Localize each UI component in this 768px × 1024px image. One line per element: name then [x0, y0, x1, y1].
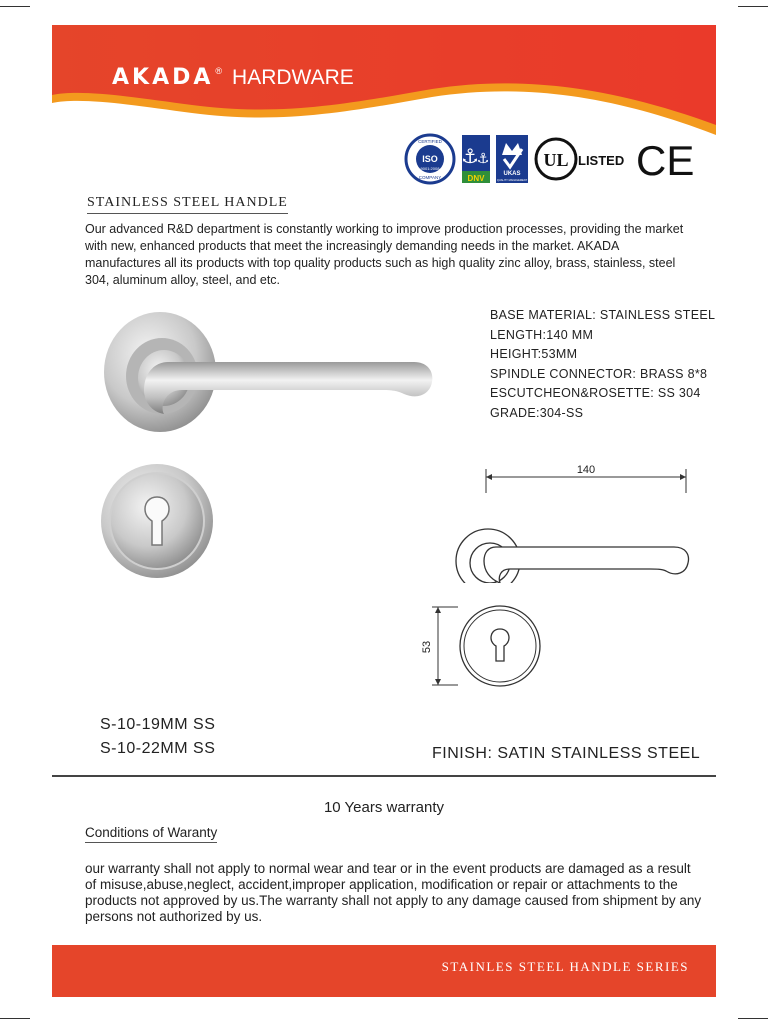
ukas-crown-icon: [496, 135, 528, 183]
conditions-title: Conditions of Waranty: [85, 825, 217, 843]
handle-drawing: [450, 463, 700, 583]
brand-logo: [112, 65, 354, 90]
model-list: [100, 713, 215, 761]
warranty-title: 10 Years warranty: [323, 799, 445, 816]
iso-seal-icon: [406, 135, 454, 183]
ce-label: CE: [636, 137, 694, 184]
ukas-sub: QUALITY MANAGEMENT: [496, 179, 528, 182]
spec-spindle: SPINDLE CONNECTOR: BRASS 8*8: [490, 366, 708, 381]
footer-label: STAINLES STEEL HANDLE SERIES: [441, 959, 689, 974]
ul-listed-icon: [536, 139, 624, 179]
iso-top-text: CERTIFIED: [418, 139, 442, 144]
crop-mark: [0, 6, 30, 7]
iso-mid-text: ISO: [422, 154, 438, 164]
svg-text:⚓: ⚓: [461, 144, 479, 168]
crop-mark: [0, 1018, 30, 1019]
brand-word: HARDWARE: [232, 66, 354, 89]
dnv-label: DNV: [467, 174, 485, 183]
length-dimension-label: 140: [576, 464, 596, 476]
brochure-page: [52, 25, 716, 997]
iso-bottom-text: COMPANY: [418, 175, 442, 180]
intro-paragraph: Our advanced R&D department is constantly working to improve production processes, providing the market with new, enhanced products that meet the increasingly demanding needs in the market. AKADA manufactures all its products with top quality products such as high quality zinc alloy, brass, stainless, steel 304, aluminum alloy, steel, and etc.: [85, 222, 684, 287]
model-22mm: S-10-22MM SS: [100, 740, 216, 757]
ul-label: LISTED: [578, 153, 625, 168]
ul-mark: UL: [543, 150, 569, 170]
ce-mark-icon: [636, 137, 694, 184]
svg-text:⚓: ⚓: [476, 151, 490, 167]
footer-banner: [52, 945, 716, 997]
model-19mm: S-10-19MM SS: [100, 716, 216, 733]
crop-mark: [738, 6, 768, 7]
iso-num-text: 9001:2008: [420, 166, 440, 171]
handle-photo: [104, 310, 434, 440]
spec-escutcheon: ESCUTCHEON&ROSETTE: SS 304: [490, 386, 701, 400]
spec-grade: GRADE:304-SS: [490, 405, 584, 420]
divider: [52, 775, 716, 777]
spec-height: HEIGHT:53MM: [490, 347, 578, 361]
escutcheon-drawing: [418, 601, 548, 693]
registered-mark: ®: [215, 66, 223, 76]
spec-base-material: BASE MATERIAL: STAINLESS STEEL: [490, 308, 716, 322]
dnv-anchor-icon: [461, 135, 490, 183]
certification-logos: [404, 133, 694, 185]
conditions-text: our warranty shall not apply to normal wear and tear or in the event products are damaged as a result of misuse,abuse,neglect, accident,improper application, modification or repair or attachments to the products not approved by us.The warranty shall not apply to any damage caused from shipment by any persons not authorized by us.: [85, 861, 702, 924]
spec-list: [490, 306, 715, 423]
crop-mark: [738, 1018, 768, 1019]
ukas-label: UKAS: [503, 171, 521, 177]
escutcheon-photo: [100, 463, 214, 579]
finish-label: FINISH: SATIN STAINLESS STEEL: [432, 745, 701, 762]
brand-name: AKADA: [112, 65, 214, 90]
spec-length: LENGTH:140 MM: [490, 327, 594, 342]
height-dimension-label: 53: [421, 640, 433, 654]
section-title: STAINLESS STEEL HANDLE: [87, 195, 288, 214]
